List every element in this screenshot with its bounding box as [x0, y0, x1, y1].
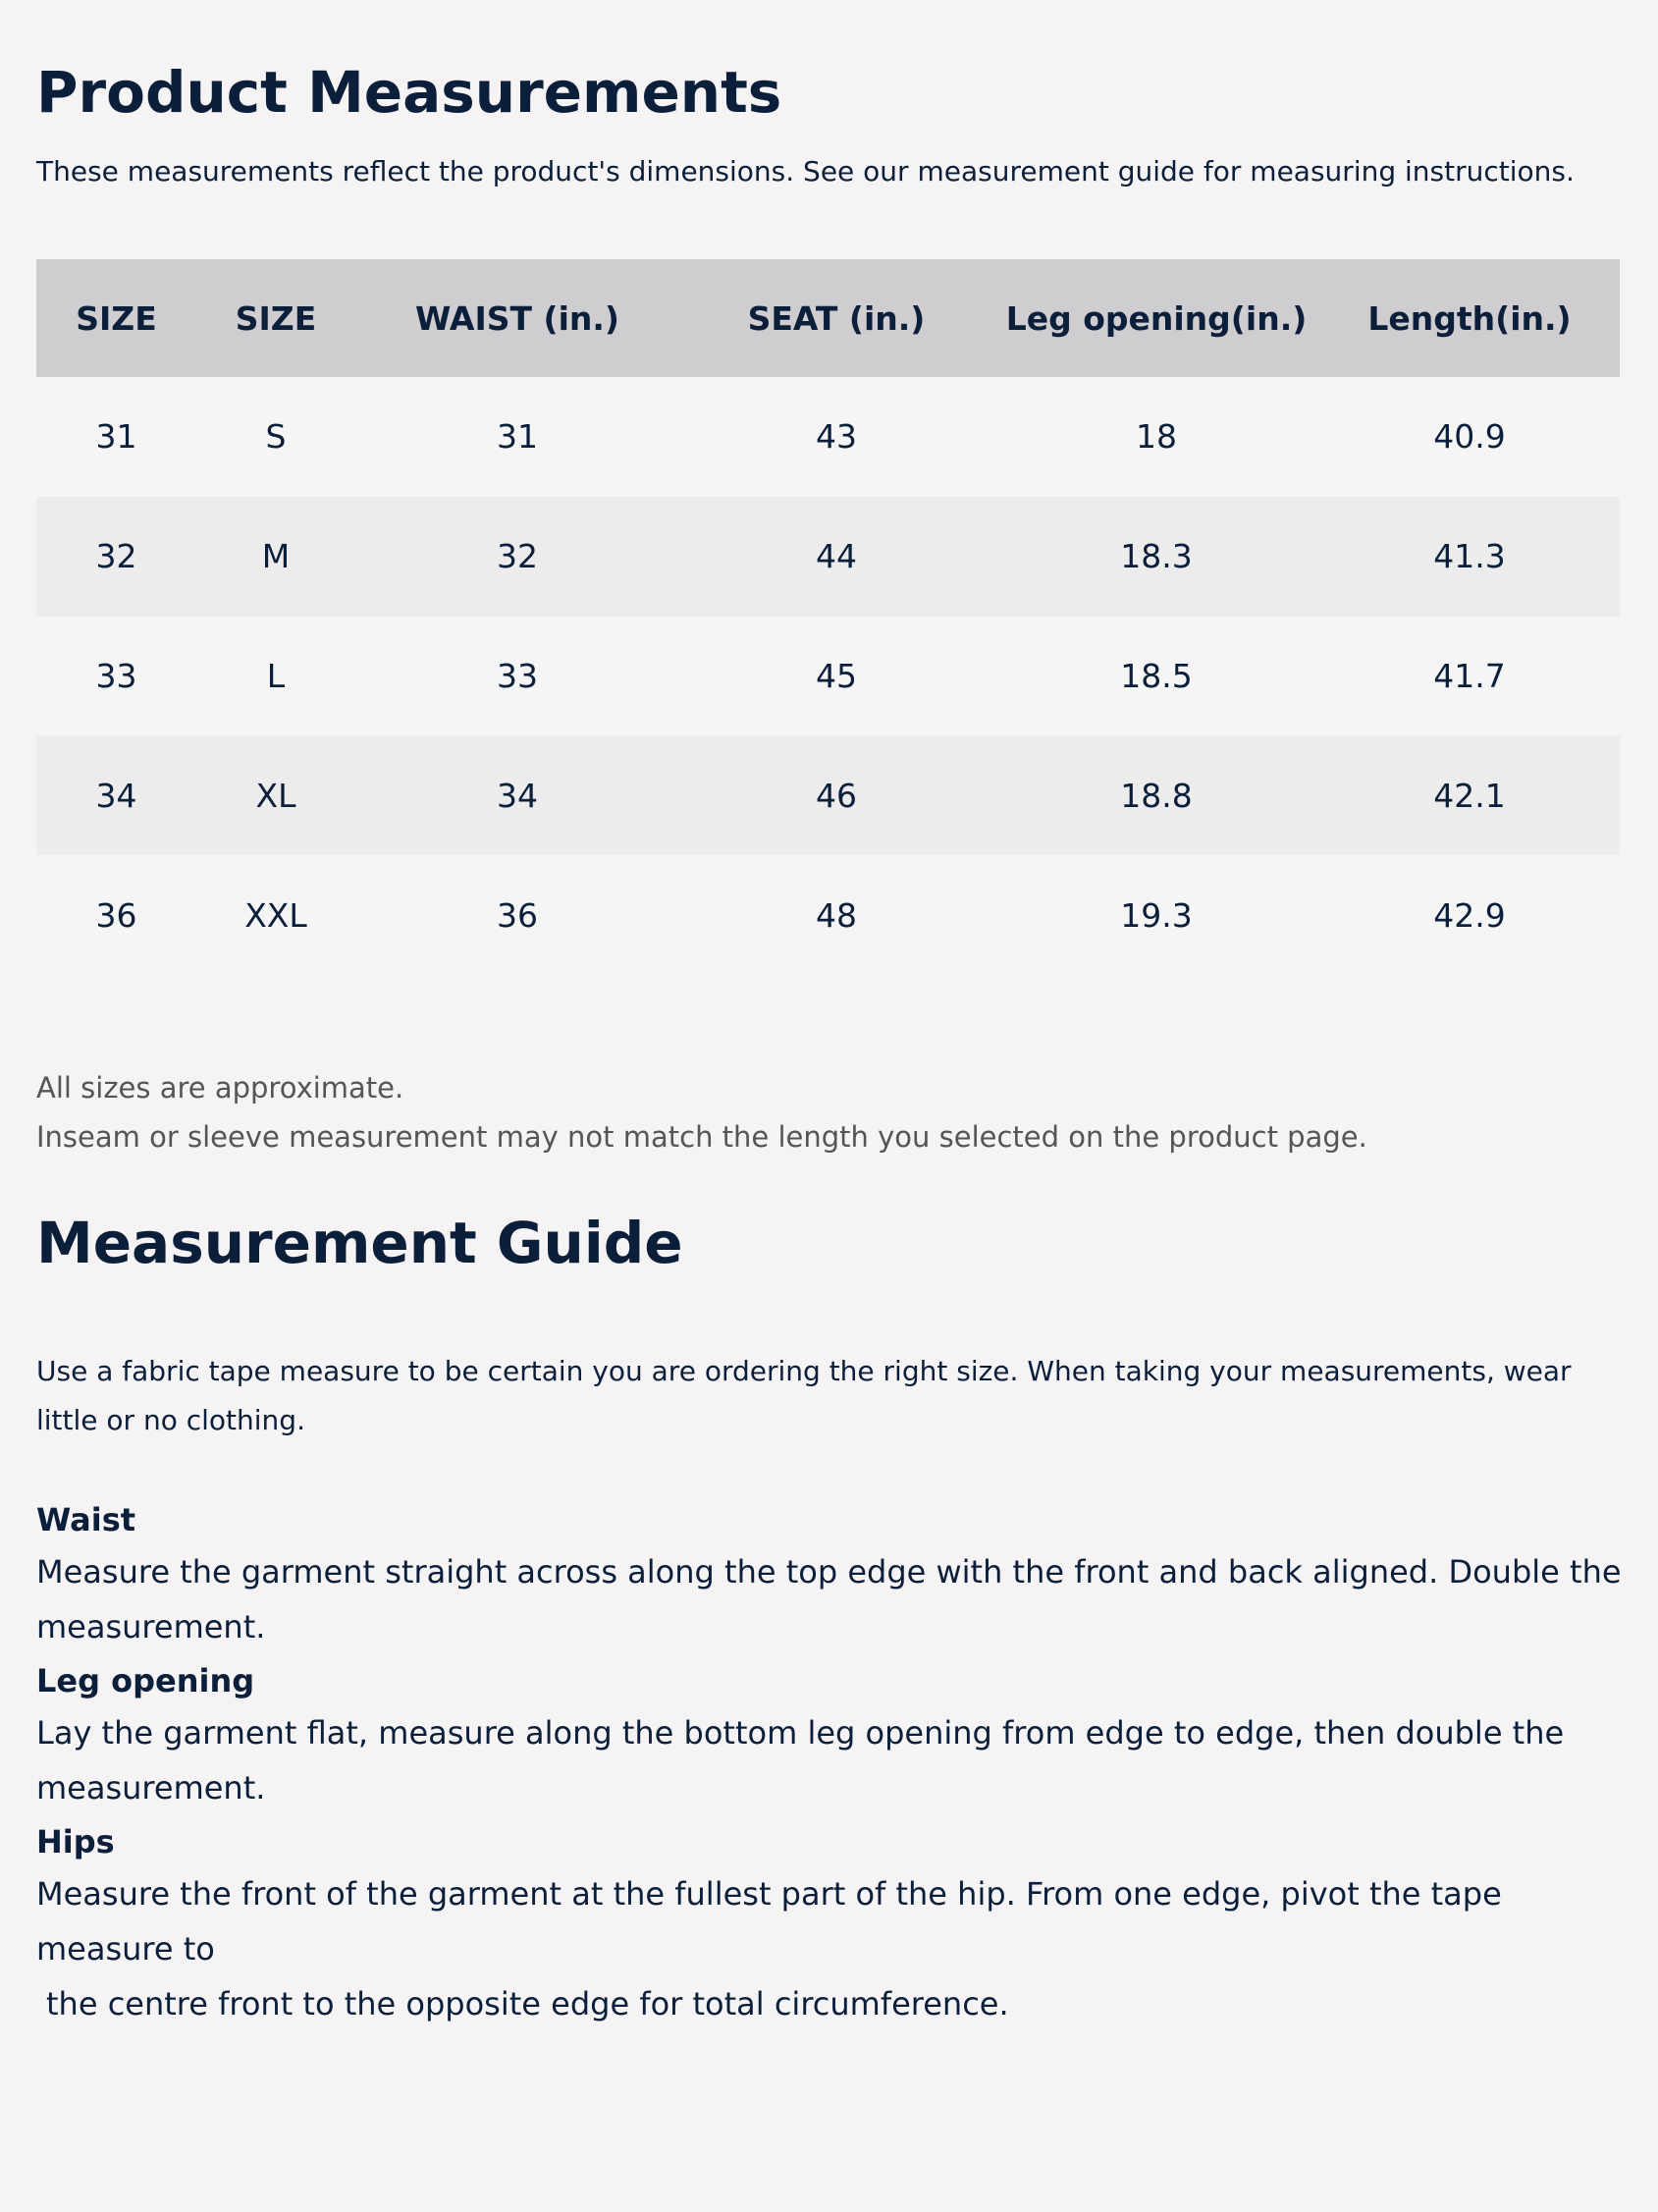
- table-row: [36, 377, 1620, 497]
- table-cell: 19.3: [1120, 895, 1193, 935]
- table-cell: 31: [95, 417, 137, 457]
- table-cell: 18.5: [1120, 656, 1193, 695]
- table-cell: 40.9: [1433, 417, 1506, 457]
- header-waist: WAIST (in.): [414, 298, 619, 338]
- header-length: Length(in.): [1367, 298, 1572, 338]
- table-cell: 42.1: [1433, 776, 1506, 815]
- table-cell: 33: [95, 656, 137, 695]
- table-cell: 18: [1136, 417, 1177, 457]
- table-cell: 45: [816, 656, 857, 695]
- table-cell: 31: [497, 417, 538, 457]
- table-cell: 34: [497, 776, 538, 815]
- header-size-letter: SIZE: [235, 298, 317, 338]
- table-row: [36, 735, 1620, 855]
- table-row: [36, 617, 1620, 736]
- section-title: Leg opening: [36, 1662, 255, 1699]
- table-cell: 33: [497, 656, 538, 695]
- table-cell: 36: [95, 895, 137, 935]
- table-cell: 34: [95, 776, 137, 815]
- measurements-intro: These measurements reflect the product's dimensions. See our measurement guide for measuring instructions.: [36, 155, 1575, 188]
- table-cell: 18.8: [1120, 776, 1193, 815]
- section-title: Hips: [36, 1823, 115, 1861]
- guide-title: Measurement Guide: [36, 1210, 683, 1276]
- table-cell: L: [266, 656, 286, 695]
- table-row: [36, 497, 1620, 617]
- section-body-line-2: the centre front to the opposite edge for total circumference.: [46, 1985, 1009, 2023]
- table-cell: 32: [497, 537, 538, 576]
- section-body: Measure the garment straight across along the top edge with the front and back aligned. Double the measurement.: [36, 1553, 1622, 1646]
- table-cell: 43: [816, 417, 857, 457]
- section-body-line-1: Measure the front of the garment at the fullest part of the hip. From one edge, pivot the tape measure to: [36, 1875, 1502, 1968]
- table-cell: 48: [816, 895, 857, 935]
- header-size: SIZE: [76, 298, 157, 338]
- note-inseam: Inseam or sleeve measurement may not match the length you selected on the product page.: [36, 1120, 1367, 1154]
- table-cell: XXL: [244, 895, 307, 935]
- note-approximate: All sizes are approximate.: [36, 1071, 404, 1105]
- table-row: [36, 855, 1620, 975]
- table-cell: 36: [497, 895, 538, 935]
- guide-section-leg-opening: [36, 1656, 1627, 1815]
- table-cell: 18.3: [1120, 537, 1193, 576]
- table-cell: 41.7: [1433, 656, 1506, 695]
- header-leg-opening: Leg opening(in.): [1005, 298, 1308, 338]
- size-table: [36, 259, 1620, 975]
- header-seat: SEAT (in.): [747, 298, 926, 338]
- section-title: Waist: [36, 1501, 136, 1538]
- guide-intro: Use a fabric tape measure to be certain you are ordering the right size. When taking your measurements, wear little or no clothing.: [36, 1355, 1572, 1436]
- table-cell: 46: [816, 776, 857, 815]
- guide-section-hips: [36, 1817, 1627, 2031]
- section-body: Lay the garment flat, measure along the bottom leg opening from edge to edge, then double the measurement.: [36, 1714, 1565, 1807]
- table-cell: 44: [816, 537, 857, 576]
- page-title: Product Measurements: [36, 59, 782, 126]
- table-cell: 32: [95, 537, 137, 576]
- table-header-row: [36, 259, 1620, 377]
- guide-sections: [36, 1495, 1627, 2033]
- table-cell: 41.3: [1433, 537, 1506, 576]
- table-cell: XL: [255, 776, 296, 815]
- table-cell: 42.9: [1433, 895, 1506, 935]
- table-cell: M: [261, 537, 291, 576]
- table-cell: S: [265, 417, 287, 457]
- guide-section-waist: [36, 1495, 1627, 1654]
- size-table-container: [36, 259, 1620, 975]
- measurement-notes: [36, 1063, 1367, 1161]
